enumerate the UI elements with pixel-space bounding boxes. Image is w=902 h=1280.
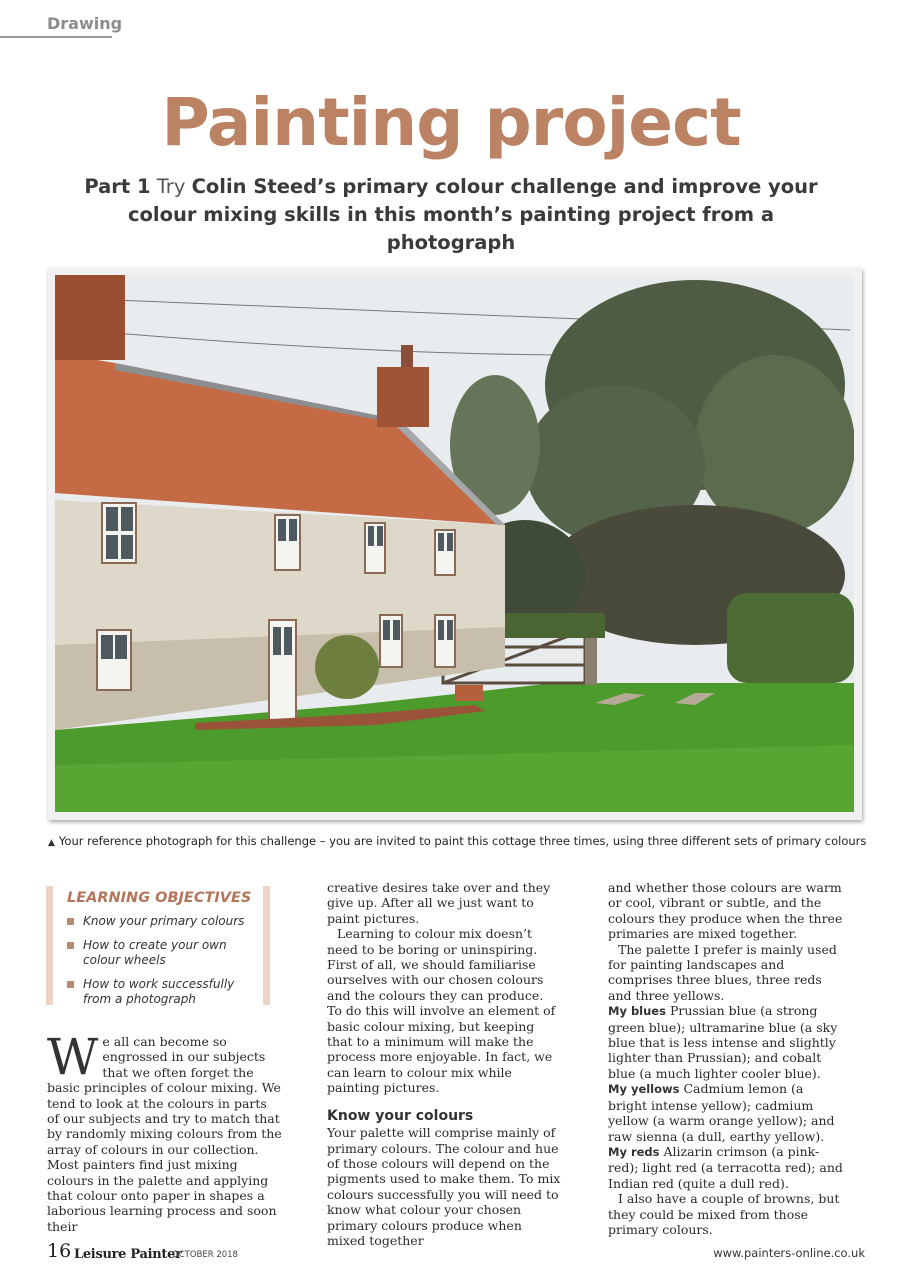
objective-item xyxy=(67,914,263,930)
body-paragraph: and whether those colours are warm or cool, vibrant or subtle, and the colours they produce when the three primaries are mixed together. xyxy=(608,880,843,942)
yellows-label: My yellows xyxy=(608,1082,680,1097)
blues-paragraph xyxy=(608,1003,843,1081)
body-column-2 xyxy=(327,880,562,1248)
standfirst-line1: primary colour challenge and improve your xyxy=(342,175,818,198)
intro-text: e all can become so engrossed in our subjects that we often forget the basic principles of colour mixing. We tend to look at the colours in parts of our subjects and try to match that by randomly mixing colours from the array of colours in our collection. Most painters find just mixing colours in the palette and applying that colour onto paper in shapes a laborious learning process and soon their xyxy=(47,1034,282,1234)
objective-text: Know your primary colours xyxy=(83,914,245,928)
caption-text: Your reference photograph for this challenge – you are invited to paint this cottage three times, using three different sets of primary colours xyxy=(58,834,867,848)
blues-label: My blues xyxy=(608,1004,666,1019)
body-paragraph: Your palette will comprise mainly of primary colours. The colour and hue of those colours will depend on the pigments used to make them. To mix colours successfully you will need to know what colour your chosen primary colours produce when mixed together xyxy=(327,1125,561,1248)
body-column-1 xyxy=(47,1028,282,1234)
page-number: 16 xyxy=(47,1240,72,1262)
objective-text: How to work successfully from a photograph xyxy=(83,976,235,1006)
subheading: Know your colours xyxy=(327,1107,474,1124)
standfirst-author: Colin Steed’s xyxy=(191,175,337,198)
standfirst-part: Part 1 xyxy=(84,175,151,198)
objectives-list xyxy=(67,914,263,1008)
reds-text: Alizarin crimson (a pink-red); light red (a terracotta red); and Indian red (quite a dull red). xyxy=(608,1143,843,1191)
yellows-paragraph xyxy=(608,1081,843,1144)
standfirst-try: Try xyxy=(156,175,186,198)
reference-photo xyxy=(55,275,854,812)
photo-caption xyxy=(48,834,868,848)
standfirst-line2: colour mixing skills in this month’s painting project from a photograph xyxy=(127,203,775,254)
bullet-square-icon xyxy=(67,942,74,949)
body-paragraph: I also have a couple of browns, but they could be mixed from those primary colours. xyxy=(608,1191,840,1237)
intro-paragraph xyxy=(47,1028,282,1234)
yellows-text: Cadmium lemon (a bright intense yellow); cadmium yellow (a warm orange yellow); and raw sienna (a dull, earthy yellow). xyxy=(608,1081,835,1144)
bullet-square-icon xyxy=(67,981,74,988)
objective-item xyxy=(67,938,263,969)
body-paragraph: The palette I prefer is mainly used for painting landscapes and comprises three blues, three reds and three yellows. xyxy=(608,941,837,1003)
section-tag: Drawing xyxy=(0,14,112,38)
objective-item xyxy=(67,977,263,1008)
body-paragraph: Learning to colour mix doesn’t need to be boring or uninspiring. First of all, we should familiarise ourselves with our chosen colours and the colours they can produce. To do this will involve an element of basic colour mixing, but keeping that to a minimum will make the process more enjoyable. In fact, we can learn to colour mix while painting pictures. xyxy=(327,926,556,1096)
caption-arrow-icon: ▲ xyxy=(48,838,55,848)
objectives-heading: LEARNING OBJECTIVES xyxy=(67,890,252,906)
page-title: Painting project xyxy=(161,84,741,161)
body-paragraph: creative desires take over and they give up. After all we just want to paint pictures. xyxy=(327,880,551,926)
website-url[interactable]: www.painters-online.co.uk xyxy=(713,1246,865,1260)
reference-photo-frame xyxy=(48,268,862,820)
standfirst xyxy=(80,173,822,257)
reds-paragraph xyxy=(608,1144,843,1191)
magazine-logo: Leisure Painter xyxy=(74,1247,182,1262)
body-column-3 xyxy=(608,880,843,1237)
drop-cap: W xyxy=(47,1028,99,1086)
blues-text: Prussian blue (a strong green blue); ultramarine blue (a sky blue that is less intense and slightly lighter than Prussian); and cobalt blue (a much lighter cooler blue). xyxy=(608,1003,838,1081)
objective-text: How to create your own colour wheels xyxy=(83,937,227,967)
learning-objectives-box xyxy=(46,886,270,1005)
reds-label: My reds xyxy=(608,1144,660,1159)
bullet-square-icon xyxy=(67,918,74,925)
issue-date: OCTOBER 2018 xyxy=(172,1250,238,1260)
